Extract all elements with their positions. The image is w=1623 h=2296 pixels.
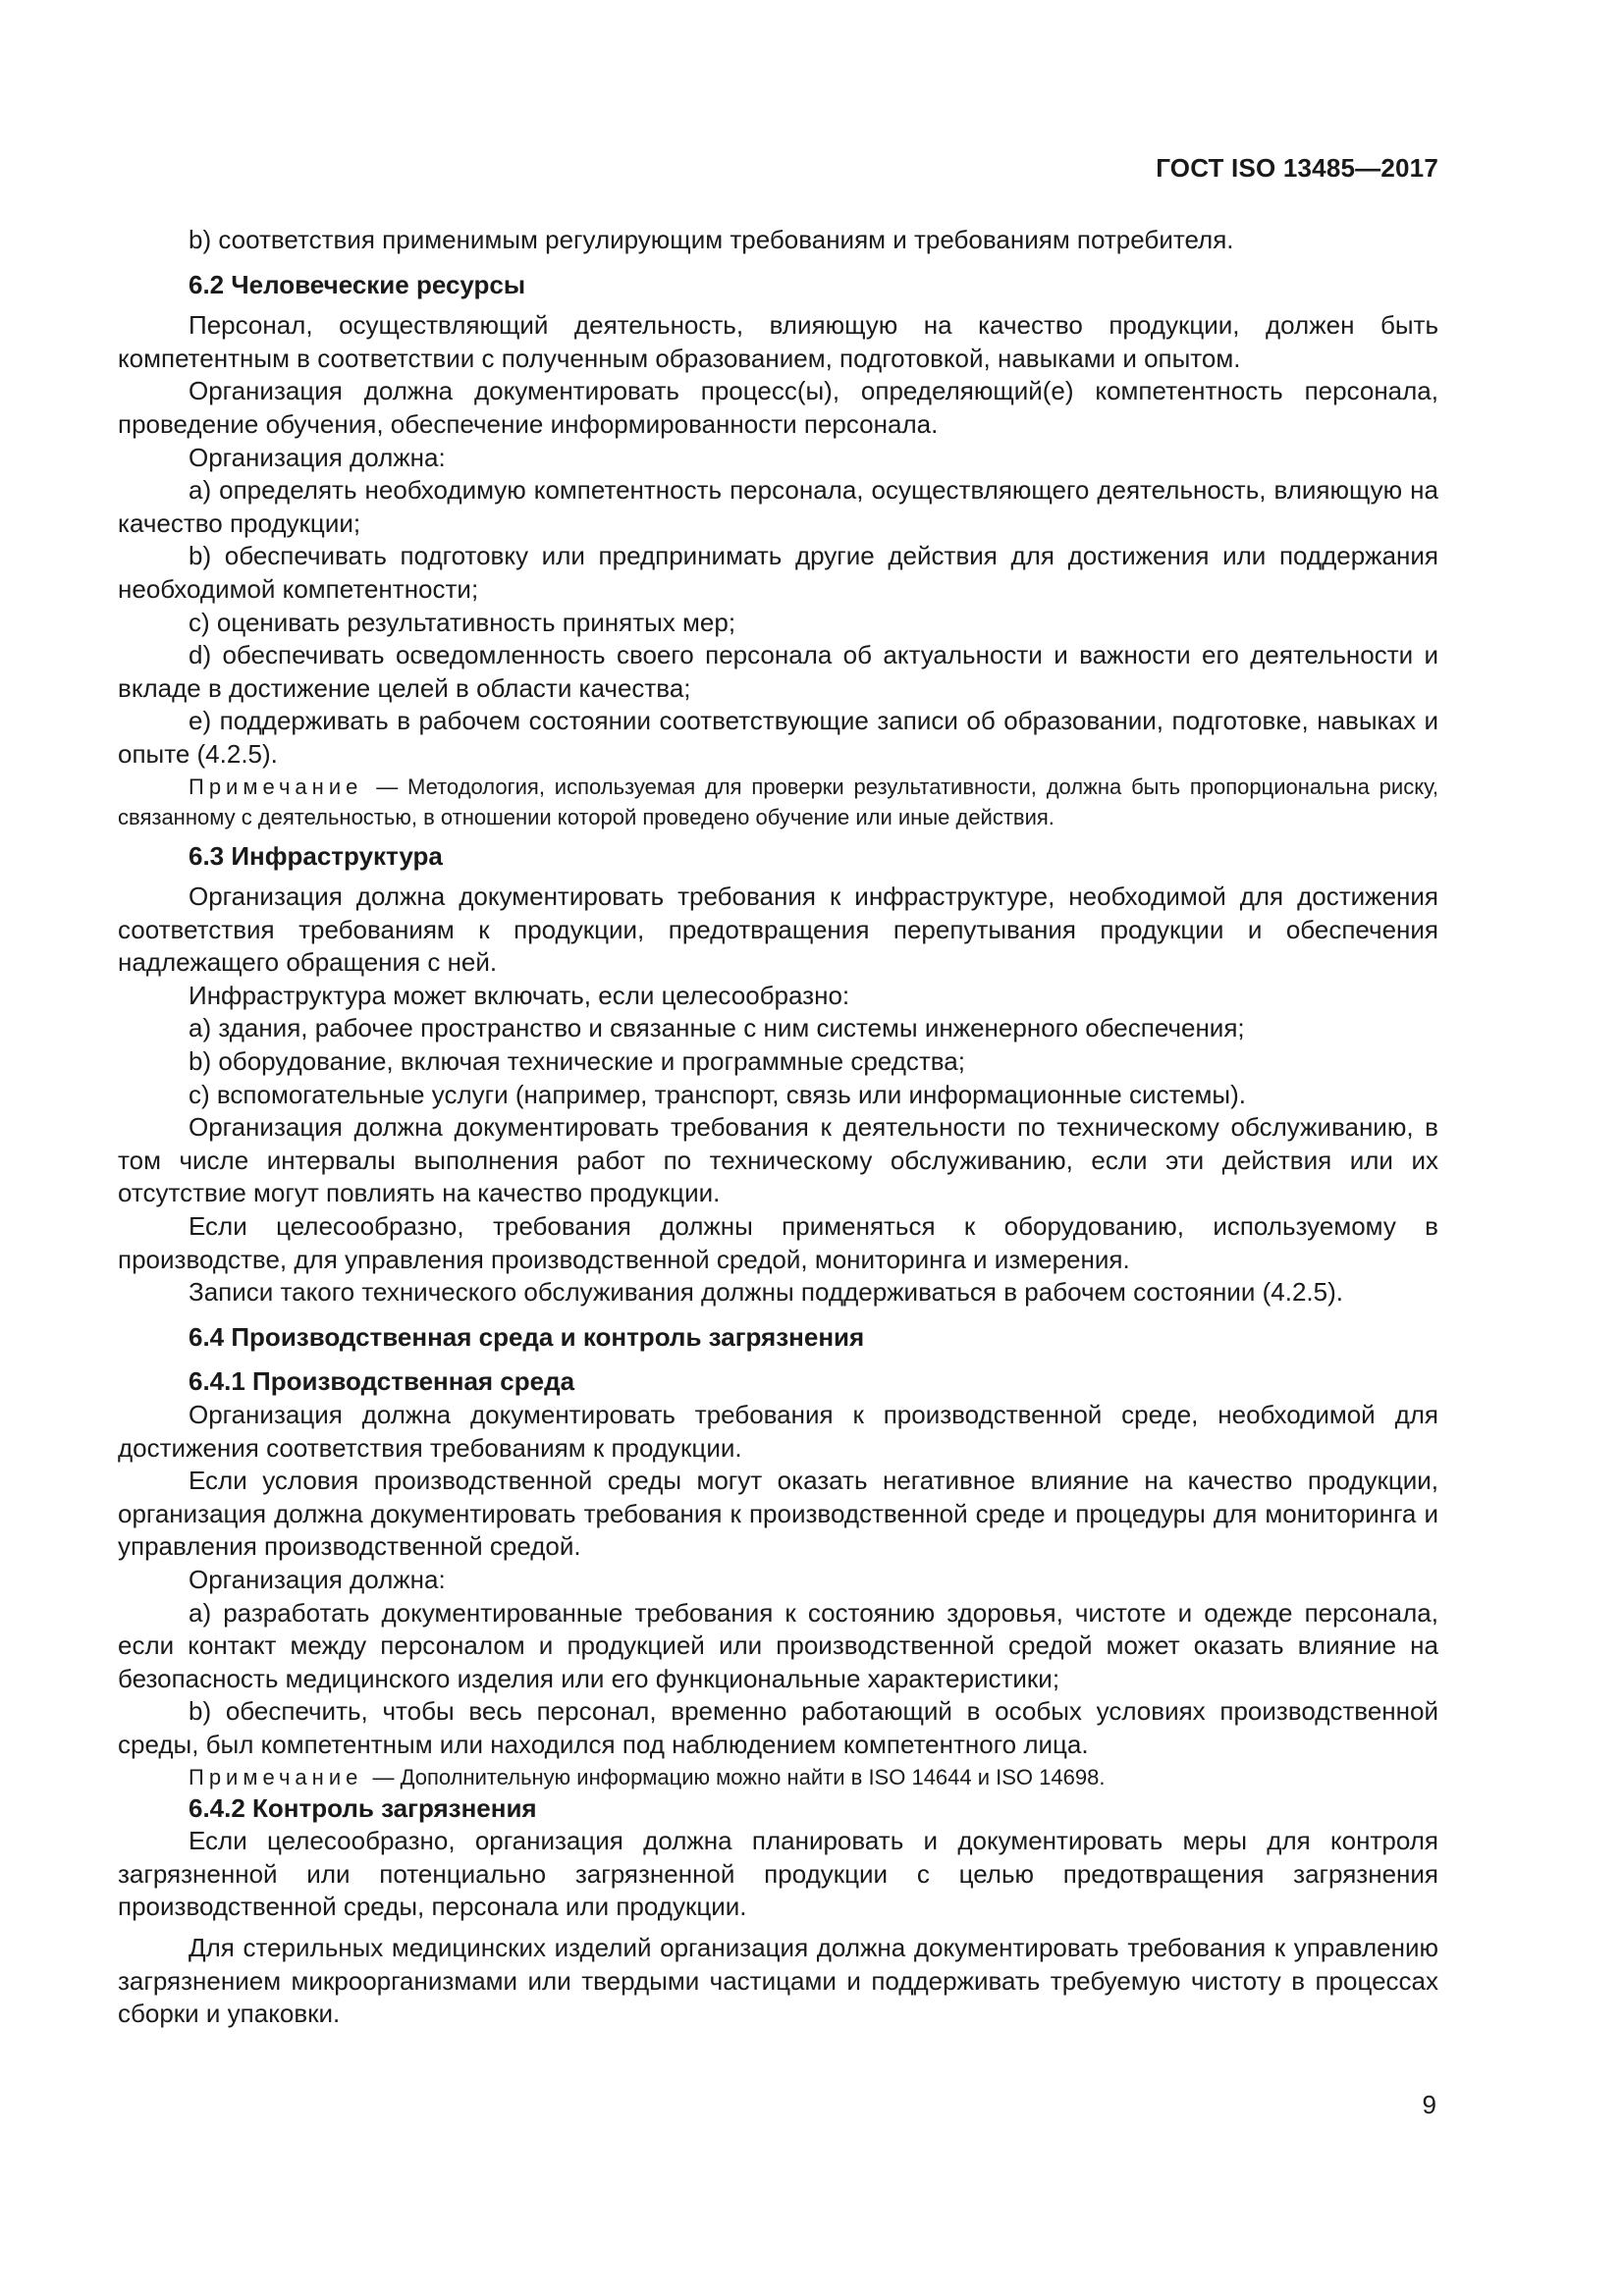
paragraph: Организация должна документировать процесс(ы), определяющий(е) компетентность персонала, проведение обучения, обеспечение информированности персонала. [118, 376, 1438, 439]
list-item: b) обеспечивать подготовку или предпринимать другие действия для достижения или поддержания необходимой компетентности; [118, 541, 1438, 604]
section-heading: 6.2 Человеческие ресурсы [189, 269, 526, 299]
note [118, 1762, 1438, 1792]
note-text: — Дополнительную информацию можно найти в ISO 14644 и ISO 14698. [372, 1764, 1106, 1789]
paragraph: Организация должна документировать требования к инфраструктуре, необходимой для достижения соответствия требованиям к продукции, предотвращения перепутывания продукции и обеспечения надлежащего обращения с ней. [118, 881, 1438, 978]
paragraph: Если целесообразно, требования должны применяться к оборудованию, используемому в производстве, для управления производственной средой, мониторинга и измерения. [118, 1211, 1438, 1274]
list-item: d) обеспечивать осведомленность своего персонала об актуальности и важности его деятельности и вкладе в достижение целей в области качества; [118, 640, 1438, 703]
paragraph: Организация должна: [189, 442, 446, 472]
section-heading: 6.4 Производственная среда и контроль загрязнения [189, 1321, 865, 1352]
note-text: — Методология, используемая для проверки результативности, должна быть пропорциональна риску, связанному с деятельностью, в отношении которой проведено обучение или иные действия. [118, 774, 1438, 829]
paragraph: Записи такого технического обслуживания должны поддерживаться в рабочем состоянии (4.2.5). [189, 1277, 1343, 1308]
paragraph: Персонал, осуществляющий деятельность, влияющую на качество продукции, должен быть компетентным в соответствии с полученным образованием, подготовкой, навыками и опытом. [118, 310, 1438, 373]
page-content [118, 224, 1438, 2031]
paragraph: Для стерильных медицинских изделий организация должна документировать требования к управлению загрязнением микроорганизмами или твердыми частицами и поддерживать требуемую чистоту в процессах сборки и упаковки. [118, 1932, 1438, 2029]
paragraph: Организация должна документировать требования к производственной среде, необходимой для достижения соответствия требованиям к продукции. [118, 1400, 1438, 1463]
paragraph: Инфраструктура может включать, если целесообразно: [189, 980, 850, 1010]
paragraph: Если целесообразно, организация должна планировать и документировать меры для контроля загрязненной или потенциально загрязненной продукции с целью предотвращения загрязнения производственной среды, персонала или продукции. [118, 1826, 1438, 1922]
list-item: c) оценивать результативность принятых мер; [189, 607, 736, 637]
standard-header: ГОСТ ISO 13485—2017 [1156, 153, 1438, 183]
list-item: a) определять необходимую компетентность персонала, осуществляющего деятельность, влияющую на качество продукции; [118, 475, 1438, 538]
list-item: b) оборудование, включая технические и программные средства; [189, 1046, 965, 1077]
list-item: c) вспомогательные услуги (например, транспорт, связь или информационные системы). [189, 1079, 1246, 1109]
paragraph: Организация должна документировать требования к деятельности по техническому обслуживанию, в том числе интервалы выполнения работ по техническому обслуживанию, если эти действия или их отсутствие могут повлиять на качество продукции. [118, 1112, 1438, 1208]
note-label: Примечание [189, 1764, 363, 1789]
paragraph: Если условия производственной среды могут оказать негативное влияние на качество продукции, организация должна документировать требования к производственной среде и процедуры для мониторинга и управления производственной средой. [118, 1466, 1438, 1562]
list-item: a) здания, рабочее пространство и связанные с ним системы инженерного обеспечения; [189, 1013, 1245, 1043]
list-item: a) разработать документированные требования к состоянию здоровья, чистоте и одежде персонала, если контакт между персоналом и продукцией или производственной средой может оказать влияние на безопасность медицинского изделия или его функциональные характеристики; [118, 1597, 1438, 1693]
list-item: b) обеспечить, чтобы весь персонал, временно работающий в особых условиях производственной среды, был компетентным или находился под наблюдением компетентного лица. [118, 1696, 1438, 1759]
section-heading: 6.3 Инфраструктура [189, 840, 443, 871]
subsection-heading: 6.4.1 Производственная среда [189, 1366, 575, 1397]
page-number: 9 [1422, 2090, 1436, 2119]
subsection-heading: 6.4.2 Контроль загрязнения [189, 1792, 537, 1823]
note [118, 772, 1438, 832]
note-label: Примечание [189, 774, 363, 799]
list-item: b) соответствия применимым регулирующим требованиям и требованиям потребителя. [189, 225, 1234, 254]
list-item: e) поддерживать в рабочем состоянии соответствующие записи об образовании, подготовке, навыках и опыте (4.2.5). [118, 706, 1438, 769]
paragraph: Организация должна: [189, 1564, 446, 1594]
